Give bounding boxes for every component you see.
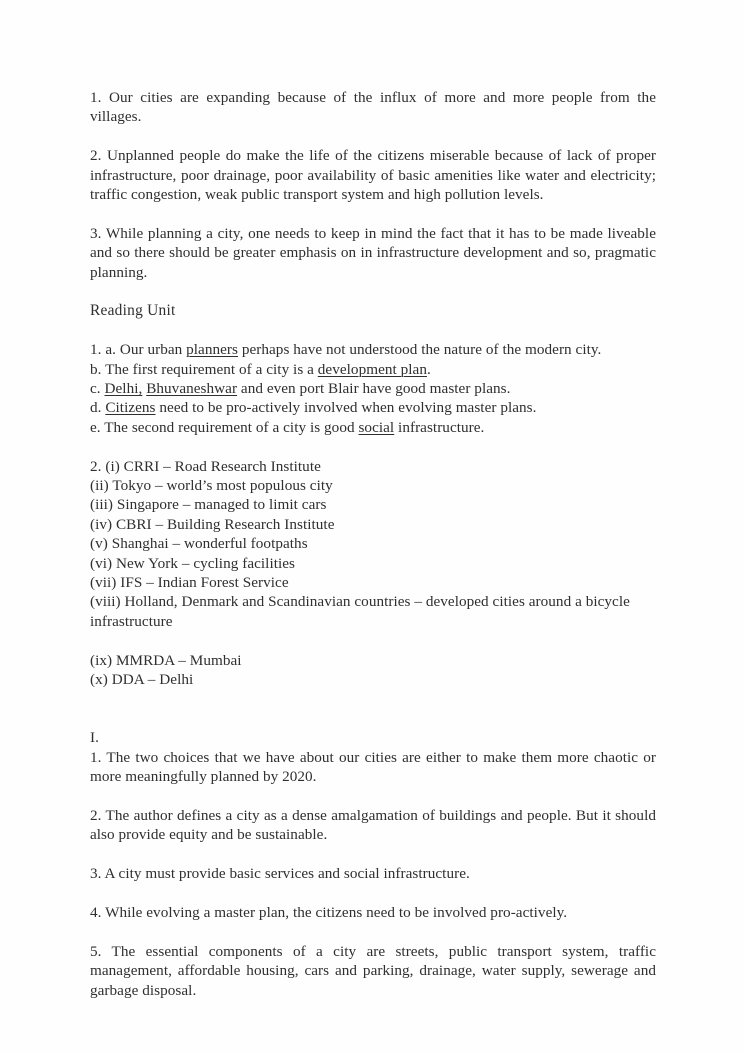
section-heading-reading-unit: Reading Unit	[90, 302, 176, 320]
list-item	[90, 360, 656, 379]
item-prefix: d.	[90, 399, 106, 417]
list-item	[90, 379, 656, 398]
item-suffix: infrastructure.	[394, 418, 485, 436]
intro-paragraph-1: 1. Our cities are expanding because of the influx of more and more people from the villages.	[90, 89, 656, 126]
answer-paragraph-4: 4. While evolving a master plan, the citizens need to be involved pro-actively.	[90, 903, 568, 921]
intro-paragraph-2: 2. Unplanned people do make the life of the citizens miserable because of lack of proper infrastructure, poor drainage, poor availability of basic amenities like water and electricity; traffic congestion, weak public transport system and high pollution levels.	[90, 147, 656, 204]
answer-paragraph-5: 5. The essential components of a city are streets, public transport system, traffic management, affordable housing, cars and parking, drainage, water supply, sewerage and garbage disposal.	[90, 942, 656, 999]
document-body	[90, 88, 656, 1000]
underlined-answer: Citizens	[105, 399, 156, 417]
list-item: (vi) New York – cycling facilities	[90, 554, 296, 572]
intro-paragraph-3: 3. While planning a city, one needs to keep in mind the fact that it has to be made liveable and so there should be greater emphasis on in infrastructure development and so, pragmatic planning.	[90, 224, 656, 281]
list-item: (x) DDA – Delhi	[90, 671, 194, 689]
item-prefix: 1. a. Our urban	[90, 341, 187, 359]
underlined-answer: planners	[186, 341, 238, 359]
list-item: (vii) IFS – Indian Forest Service	[90, 574, 289, 592]
list-item	[90, 340, 656, 359]
question-two-list	[90, 457, 656, 690]
list-item: (ii) Tokyo – world’s most populous city	[90, 477, 333, 495]
list-item: (iii) Singapore – managed to limit cars	[90, 496, 327, 514]
list-item	[90, 418, 656, 437]
answer-paragraph-2: 2. The author defines a city as a dense amalgamation of buildings and people. But it should also provide equity and be sustainable.	[90, 806, 656, 844]
list-item: (viii) Holland, Denmark and Scandinavian countries – developed cities around a bicycle infrastructure	[90, 593, 630, 630]
section-two-label: I.	[90, 729, 99, 747]
underlined-answer-secondary: Bhuvaneshwar	[146, 380, 238, 398]
list-item: 2. (i) CRRI – Road Research Institute	[90, 457, 321, 475]
answer-paragraph-3: 3. A city must provide basic services and social infrastructure.	[90, 865, 470, 883]
answer-paragraph-1: 1. The two choices that we have about our cities are either to make them more chaotic or more meaningfully planned by 2020.	[90, 748, 656, 786]
item-prefix: b. The first requirement of a city is a	[90, 360, 318, 378]
list-item: (v) Shanghai – wonderful footpaths	[90, 535, 308, 553]
item-prefix: c.	[90, 380, 105, 398]
item-prefix: e. The second requirement of a city is good	[90, 418, 359, 436]
item-suffix: and even port Blair have good master plans.	[237, 380, 511, 398]
section-spacer	[90, 709, 656, 728]
underlined-answer: Delhi,	[104, 380, 143, 398]
list-item	[90, 398, 656, 417]
item-suffix: .	[426, 360, 431, 378]
underlined-answer: development plan	[317, 360, 427, 378]
item-suffix: perhaps have not understood the nature of the modern city.	[237, 341, 602, 359]
question-one-list	[90, 340, 656, 437]
underlined-answer: social	[358, 418, 395, 436]
list-item: (iv) CBRI – Building Research Institute	[90, 515, 335, 533]
list-item: (ix) MMRDA – Mumbai	[90, 651, 242, 669]
item-suffix: need to be pro-actively involved when evolving master plans.	[155, 399, 537, 417]
